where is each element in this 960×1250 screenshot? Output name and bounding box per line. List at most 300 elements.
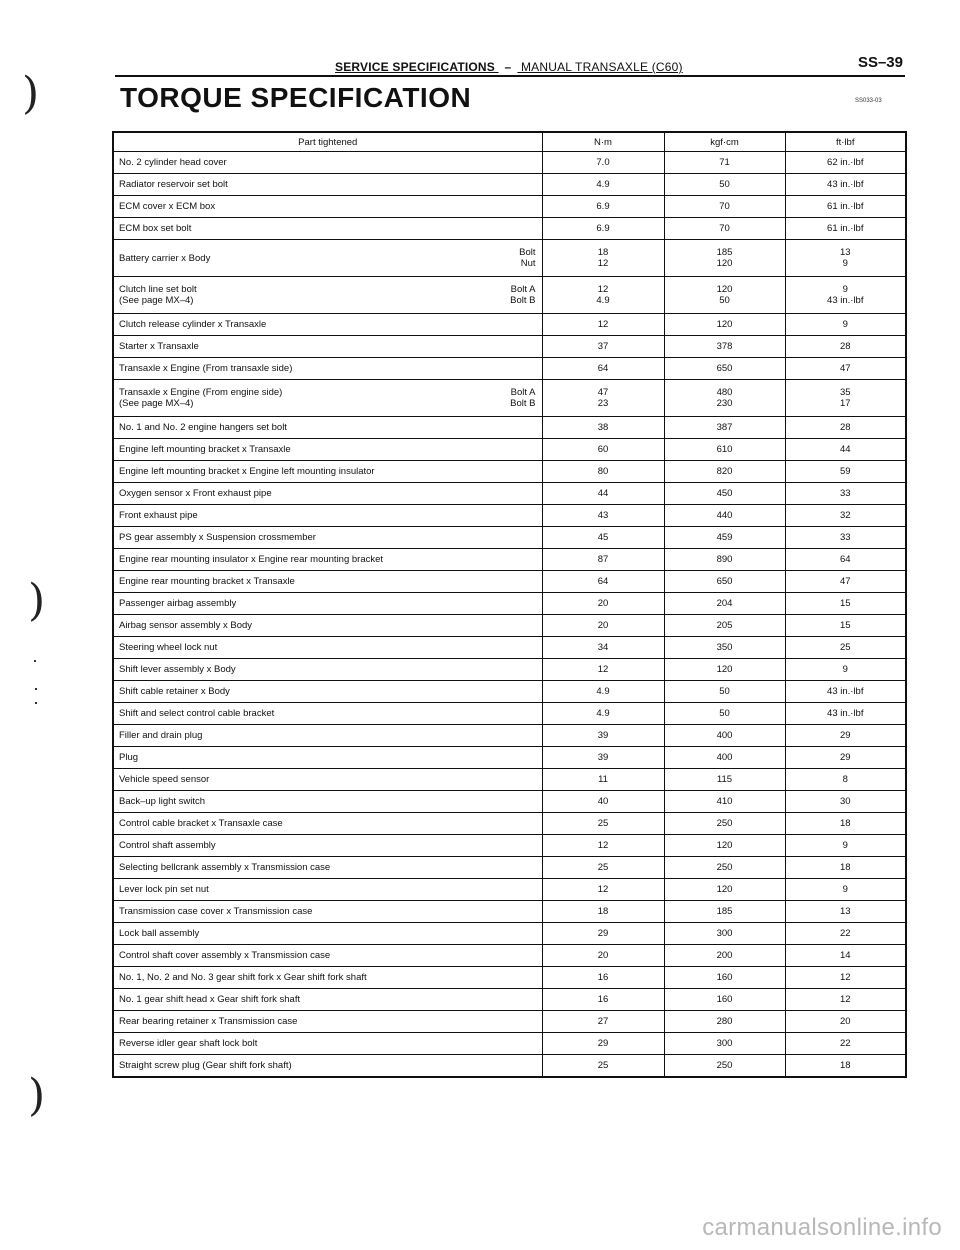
- part-name: Battery carrier x Body: [119, 252, 211, 264]
- cell-nm-value: 12: [597, 319, 609, 330]
- cell-nm-value: 12: [597, 884, 609, 895]
- cell-ftlbf: [785, 527, 906, 549]
- cell-ftlbf-value: 14: [839, 950, 851, 961]
- cell-nm: [542, 1033, 664, 1055]
- cell-ftlbf-value: 12: [839, 972, 851, 983]
- table-row: [113, 923, 906, 945]
- part-name: Transaxle x Engine (From transaxle side): [119, 363, 293, 374]
- part-name: Radiator reservoir set bolt: [119, 179, 228, 190]
- cell-ftlbf-value: 20: [839, 1016, 851, 1027]
- cell-ftlbf: [785, 439, 906, 461]
- cell-ftlbf-value: 13: [839, 247, 851, 258]
- cell-nm: [542, 1055, 664, 1078]
- cell-kgf-value: 440: [716, 510, 733, 521]
- cell-part-tightened: [113, 681, 542, 703]
- cell-kgf: [664, 152, 785, 174]
- cell-nm: [542, 461, 664, 483]
- cell-ftlbf: [785, 1033, 906, 1055]
- cell-ftlbf: [785, 637, 906, 659]
- cell-nm: [542, 549, 664, 571]
- cell-ftlbf-value: 47: [839, 363, 851, 374]
- cell-part-tightened: [113, 174, 542, 196]
- cell-kgf-value: 459: [716, 532, 733, 543]
- cell-part-tightened: [113, 945, 542, 967]
- table-row: [113, 336, 906, 358]
- cell-ftlbf-value: 9: [842, 284, 848, 295]
- cell-kgf-value: 650: [716, 363, 733, 374]
- table-row: [113, 1055, 906, 1078]
- part-name: Clutch line set bolt: [119, 284, 197, 295]
- margin-dot: [35, 702, 37, 704]
- cell-kgf: [664, 945, 785, 967]
- cell-nm-value: 7.0: [596, 157, 610, 168]
- cell-part-tightened: [113, 571, 542, 593]
- table-row: [113, 314, 906, 336]
- cell-nm: [542, 174, 664, 196]
- part-name: Transaxle x Engine (From engine side): [119, 387, 283, 398]
- cell-nm-value: 27: [597, 1016, 609, 1027]
- cell-kgf: [664, 615, 785, 637]
- table-row: [113, 615, 906, 637]
- cell-nm-value: 16: [597, 994, 609, 1005]
- cell-ftlbf-value: 43 in.·lbf: [827, 295, 864, 306]
- part-name: Clutch release cylinder x Transaxle: [119, 319, 267, 330]
- cell-kgf-value: 300: [716, 1038, 733, 1049]
- cell-nm: [542, 835, 664, 857]
- cell-kgf-value: 120: [716, 840, 733, 851]
- cell-nm: [542, 593, 664, 615]
- watermark: carmanualsonline.info: [702, 1214, 942, 1241]
- cell-ftlbf: [785, 791, 906, 813]
- cell-ftlbf-value: 61 in.·lbf: [827, 201, 864, 212]
- cell-nm: [542, 813, 664, 835]
- cell-nm: [542, 681, 664, 703]
- cell-nm: [542, 505, 664, 527]
- column-header-part: Part tightened: [113, 132, 542, 152]
- cell-nm: [542, 989, 664, 1011]
- cell-nm: [542, 659, 664, 681]
- cell-nm-value: 43: [597, 510, 609, 521]
- cell-ftlbf: [785, 174, 906, 196]
- cell-kgf: [664, 879, 785, 901]
- cell-part-tightened: [113, 989, 542, 1011]
- part-name: Filler and drain plug: [119, 730, 203, 741]
- cell-ftlbf-value: 44: [839, 444, 851, 455]
- part-name: ECM cover x ECM box: [119, 201, 216, 212]
- cell-ftlbf-value: 9: [842, 319, 848, 330]
- table-row: [113, 967, 906, 989]
- part-name: (See page MX–4): [119, 398, 194, 409]
- cell-nm: [542, 923, 664, 945]
- cell-nm-value: 25: [597, 862, 609, 873]
- cell-nm-value: 47: [597, 387, 609, 398]
- cell-nm: [542, 879, 664, 901]
- part-name: Straight screw plug (Gear shift fork shaft): [119, 1060, 292, 1071]
- table-row: [113, 769, 906, 791]
- table-row: [113, 703, 906, 725]
- cell-ftlbf: [785, 380, 906, 417]
- cell-ftlbf-value: 13: [839, 906, 851, 917]
- cell-part-tightened: [113, 791, 542, 813]
- cell-kgf: [664, 725, 785, 747]
- cell-kgf-value: 250: [716, 1060, 733, 1071]
- cell-kgf-value: 350: [716, 642, 733, 653]
- cell-ftlbf-value: 8: [842, 774, 848, 785]
- cell-nm-value: 16: [597, 972, 609, 983]
- cell-part-tightened: [113, 747, 542, 769]
- cell-part-tightened: [113, 549, 542, 571]
- fastener-label: Bolt A: [510, 387, 536, 398]
- cell-ftlbf-value: 17: [839, 398, 851, 409]
- part-name: Plug: [119, 752, 139, 763]
- document-code: SS033-03: [855, 98, 882, 104]
- cell-ftlbf: [785, 967, 906, 989]
- cell-nm: [542, 615, 664, 637]
- cell-nm-value: 12: [597, 664, 609, 675]
- part-name: Back–up light switch: [119, 796, 206, 807]
- cell-ftlbf-value: 59: [839, 466, 851, 477]
- part-name: No. 1, No. 2 and No. 3 gear shift fork x Gear shift fork shaft: [119, 972, 367, 983]
- cell-nm: [542, 483, 664, 505]
- cell-kgf-value: 410: [716, 796, 733, 807]
- cell-part-tightened: [113, 659, 542, 681]
- section-separator: –: [504, 60, 512, 74]
- page-number: SS–39: [857, 54, 903, 71]
- part-name: Lever lock pin set nut: [119, 884, 209, 895]
- section-prefix: SERVICE SPECIFICATIONS: [335, 60, 495, 74]
- cell-kgf: [664, 989, 785, 1011]
- cell-ftlbf: [785, 835, 906, 857]
- cell-nm-value: 34: [597, 642, 609, 653]
- cell-part-tightened: [113, 218, 542, 240]
- cell-part-tightened: [113, 1033, 542, 1055]
- cell-ftlbf-value: 9: [842, 664, 848, 675]
- cell-ftlbf-value: 30: [839, 796, 851, 807]
- binding-mark-top: ): [22, 68, 40, 119]
- cell-kgf-value: 50: [719, 295, 730, 306]
- cell-ftlbf-value: 9: [842, 884, 848, 895]
- cell-kgf-value: 250: [716, 862, 733, 873]
- cell-kgf-value: 450: [716, 488, 733, 499]
- part-name: (See page MX–4): [119, 295, 194, 306]
- cell-ftlbf-value: 29: [839, 752, 851, 763]
- cell-nm: [542, 196, 664, 218]
- part-name: No. 1 and No. 2 engine hangers set bolt: [119, 422, 287, 433]
- part-name: Front exhaust pipe: [119, 510, 198, 521]
- part-name: Airbag sensor assembly x Body: [119, 620, 253, 631]
- table-header-row: [113, 132, 906, 152]
- cell-part-tightened: [113, 923, 542, 945]
- cell-kgf: [664, 571, 785, 593]
- cell-nm: [542, 703, 664, 725]
- cell-kgf: [664, 417, 785, 439]
- cell-ftlbf: [785, 277, 906, 314]
- cell-kgf-value: 400: [716, 730, 733, 741]
- page-header: [115, 50, 905, 78]
- cell-kgf-value: 400: [716, 752, 733, 763]
- cell-ftlbf-value: 43 in.·lbf: [827, 179, 864, 190]
- column-header-kgf: kgf·cm: [664, 132, 785, 152]
- table-row: [113, 637, 906, 659]
- cell-kgf: [664, 813, 785, 835]
- cell-nm-value: 64: [597, 363, 609, 374]
- cell-kgf: [664, 659, 785, 681]
- part-name: PS gear assembly x Suspension crossmember: [119, 532, 316, 543]
- part-name: Oxygen sensor x Front exhaust pipe: [119, 488, 272, 499]
- cell-ftlbf: [785, 681, 906, 703]
- cell-part-tightened: [113, 879, 542, 901]
- part-name: Engine left mounting bracket x Transaxle: [119, 444, 291, 455]
- cell-part-tightened: [113, 240, 542, 277]
- cell-kgf-value: 610: [716, 444, 733, 455]
- cell-ftlbf: [785, 901, 906, 923]
- cell-nm-value: 23: [597, 398, 609, 409]
- cell-kgf: [664, 1055, 785, 1078]
- cell-kgf-value: 300: [716, 928, 733, 939]
- table-row: [113, 879, 906, 901]
- cell-kgf: [664, 703, 785, 725]
- table-row: [113, 483, 906, 505]
- cell-kgf-value: 120: [716, 284, 733, 295]
- cell-ftlbf: [785, 336, 906, 358]
- cell-part-tightened: [113, 813, 542, 835]
- cell-ftlbf-value: 15: [839, 598, 851, 609]
- cell-part-tightened: [113, 725, 542, 747]
- table-row: [113, 439, 906, 461]
- cell-kgf: [664, 240, 785, 277]
- cell-kgf-value: 160: [716, 994, 733, 1005]
- table-row: [113, 659, 906, 681]
- cell-kgf-value: 480: [716, 387, 733, 398]
- cell-kgf: [664, 857, 785, 879]
- cell-ftlbf: [785, 417, 906, 439]
- cell-kgf-value: 387: [716, 422, 733, 433]
- cell-nm-value: 4.9: [596, 295, 610, 306]
- cell-ftlbf: [785, 1055, 906, 1078]
- margin-dot: [34, 660, 36, 662]
- cell-ftlbf: [785, 989, 906, 1011]
- part-name: Vehicle speed sensor: [119, 774, 210, 785]
- table-row: [113, 813, 906, 835]
- cell-ftlbf: [785, 747, 906, 769]
- cell-part-tightened: [113, 769, 542, 791]
- part-name: Engine left mounting bracket x Engine left mounting insulator: [119, 466, 375, 477]
- cell-nm-value: 38: [597, 422, 609, 433]
- cell-kgf-value: 70: [719, 201, 730, 212]
- table-row: [113, 174, 906, 196]
- cell-ftlbf-value: 18: [839, 818, 851, 829]
- cell-part-tightened: [113, 857, 542, 879]
- cell-kgf-value: 280: [716, 1016, 733, 1027]
- cell-ftlbf: [785, 1011, 906, 1033]
- cell-kgf: [664, 358, 785, 380]
- part-name: Engine rear mounting bracket x Transaxle: [119, 576, 295, 587]
- cell-nm-value: 11: [598, 774, 608, 785]
- cell-ftlbf-value: 28: [839, 341, 851, 352]
- table-row: [113, 505, 906, 527]
- cell-nm-value: 40: [597, 796, 609, 807]
- cell-nm-value: 39: [597, 752, 609, 763]
- table-row: [113, 835, 906, 857]
- cell-kgf: [664, 527, 785, 549]
- cell-kgf-value: 185: [716, 247, 733, 258]
- cell-nm-value: 64: [597, 576, 609, 587]
- cell-ftlbf-value: 33: [839, 488, 851, 499]
- cell-ftlbf: [785, 218, 906, 240]
- cell-ftlbf-value: 28: [839, 422, 851, 433]
- cell-nm: [542, 747, 664, 769]
- table-row: [113, 1011, 906, 1033]
- cell-ftlbf-value: 43 in.·lbf: [827, 708, 864, 719]
- part-name: ECM box set bolt: [119, 223, 192, 234]
- margin-dot: [35, 688, 37, 690]
- column-header-nm: N·m: [542, 132, 664, 152]
- part-name: No. 1 gear shift head x Gear shift fork shaft: [119, 994, 301, 1005]
- cell-nm-value: 6.9: [596, 201, 610, 212]
- cell-ftlbf: [785, 483, 906, 505]
- cell-kgf: [664, 769, 785, 791]
- section-suffix: MANUAL TRANSAXLE (C60): [520, 60, 683, 74]
- cell-nm: [542, 240, 664, 277]
- page-title: TORQUE SPECIFICATION: [120, 82, 472, 113]
- cell-ftlbf-value: 32: [839, 510, 851, 521]
- torque-spec-table: [112, 131, 907, 1078]
- cell-ftlbf-value: 9: [842, 840, 848, 851]
- cell-kgf: [664, 637, 785, 659]
- cell-kgf: [664, 593, 785, 615]
- cell-nm-value: 60: [597, 444, 609, 455]
- table-row: [113, 857, 906, 879]
- cell-nm: [542, 152, 664, 174]
- cell-ftlbf: [785, 358, 906, 380]
- cell-kgf-value: 50: [719, 179, 730, 190]
- cell-kgf: [664, 681, 785, 703]
- cell-nm: [542, 571, 664, 593]
- cell-ftlbf-value: 18: [839, 862, 851, 873]
- cell-kgf-value: 820: [716, 466, 733, 477]
- fastener-label: Bolt A: [510, 284, 536, 295]
- cell-kgf-value: 120: [716, 664, 733, 675]
- cell-ftlbf: [785, 571, 906, 593]
- cell-ftlbf: [785, 240, 906, 277]
- cell-kgf-value: 70: [719, 223, 730, 234]
- cell-part-tightened: [113, 615, 542, 637]
- cell-nm-value: 18: [597, 906, 609, 917]
- cell-kgf-value: 120: [716, 258, 733, 269]
- cell-nm: [542, 358, 664, 380]
- cell-nm: [542, 967, 664, 989]
- cell-kgf: [664, 218, 785, 240]
- table-row: [113, 945, 906, 967]
- cell-ftlbf-value: 47: [839, 576, 851, 587]
- cell-part-tightened: [113, 152, 542, 174]
- table-row: [113, 725, 906, 747]
- cell-ftlbf-value: 29: [839, 730, 851, 741]
- cell-part-tightened: [113, 277, 542, 314]
- column-header-ftlbf: ft·lbf: [785, 132, 906, 152]
- cell-kgf: [664, 835, 785, 857]
- fastener-label: Bolt B: [510, 398, 536, 409]
- cell-part-tightened: [113, 505, 542, 527]
- cell-kgf: [664, 314, 785, 336]
- part-name: Engine rear mounting insulator x Engine rear mounting bracket: [119, 554, 384, 565]
- part-name: Reverse idler gear shaft lock bolt: [119, 1038, 258, 1049]
- part-name: Shift lever assembly x Body: [119, 664, 236, 675]
- cell-nm-value: 20: [597, 598, 609, 609]
- cell-nm: [542, 901, 664, 923]
- cell-part-tightened: [113, 461, 542, 483]
- cell-nm-value: 25: [597, 818, 609, 829]
- cell-nm: [542, 439, 664, 461]
- cell-part-tightened: [113, 483, 542, 505]
- cell-kgf: [664, 483, 785, 505]
- table-row: [113, 681, 906, 703]
- table-row: [113, 196, 906, 218]
- part-name: Lock ball assembly: [119, 928, 200, 939]
- part-name: Control shaft cover assembly x Transmission case: [119, 950, 331, 961]
- cell-nm: [542, 1011, 664, 1033]
- cell-nm-value: 29: [597, 1038, 609, 1049]
- cell-ftlbf: [785, 505, 906, 527]
- cell-kgf-value: 200: [716, 950, 733, 961]
- table-row: [113, 358, 906, 380]
- cell-kgf-value: 204: [716, 598, 733, 609]
- cell-kgf: [664, 277, 785, 314]
- cell-nm: [542, 791, 664, 813]
- cell-nm-value: 4.9: [596, 686, 610, 697]
- cell-part-tightened: [113, 967, 542, 989]
- part-name: Shift cable retainer x Body: [119, 686, 230, 697]
- cell-part-tightened: [113, 358, 542, 380]
- cell-part-tightened: [113, 703, 542, 725]
- cell-ftlbf-value: 22: [839, 1038, 851, 1049]
- table-row: [113, 218, 906, 240]
- cell-kgf: [664, 923, 785, 945]
- cell-kgf: [664, 1011, 785, 1033]
- table-row: [113, 549, 906, 571]
- cell-nm: [542, 218, 664, 240]
- cell-kgf: [664, 791, 785, 813]
- cell-nm-value: 37: [597, 341, 609, 352]
- table-row: [113, 277, 906, 314]
- cell-nm-value: 39: [597, 730, 609, 741]
- table-row: [113, 380, 906, 417]
- cell-nm-value: 87: [597, 554, 609, 565]
- cell-ftlbf: [785, 703, 906, 725]
- cell-kgf-value: 160: [716, 972, 733, 983]
- cell-nm: [542, 769, 664, 791]
- cell-ftlbf: [785, 461, 906, 483]
- cell-ftlbf: [785, 923, 906, 945]
- cell-ftlbf-value: 33: [839, 532, 851, 543]
- table-row: [113, 417, 906, 439]
- cell-part-tightened: [113, 901, 542, 923]
- cell-kgf-value: 120: [716, 884, 733, 895]
- cell-kgf: [664, 196, 785, 218]
- cell-kgf: [664, 439, 785, 461]
- cell-ftlbf: [785, 945, 906, 967]
- fastener-label: Bolt: [519, 247, 536, 258]
- part-name: Passenger airbag assembly: [119, 598, 237, 609]
- cell-ftlbf: [785, 593, 906, 615]
- table-row: [113, 240, 906, 277]
- cell-nm: [542, 945, 664, 967]
- part-name: Starter x Transaxle: [119, 341, 199, 352]
- cell-nm-value: 6.9: [596, 223, 610, 234]
- cell-nm-value: 20: [597, 620, 609, 631]
- cell-kgf-value: 250: [716, 818, 733, 829]
- cell-kgf-value: 650: [716, 576, 733, 587]
